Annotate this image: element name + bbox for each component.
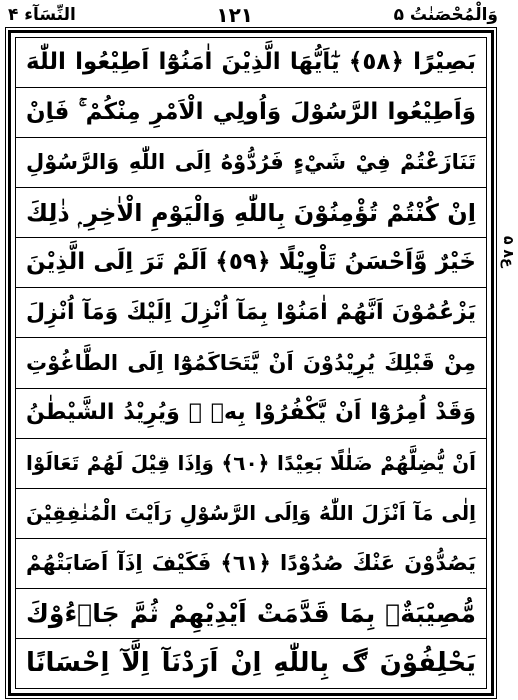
text-line [16, 338, 486, 388]
text-line [16, 38, 486, 88]
text-line [16, 138, 486, 188]
text-line [16, 88, 486, 138]
page-number: ١٢١ [216, 3, 254, 27]
line-text: اِنْ كُنْتُمْ تُؤْمِنُوْنَ بِاللّٰهِ وَالْيَوْمِ الْاٰخِرِ ۭ ذٰلِكَ [26, 198, 476, 227]
line-text: مُّصِيْبَةٌۢ بِمَا قَدَّمَتْ اَيْدِيْهِمْ ثُمَّ جَاۗءُوْكَ [26, 598, 476, 628]
line-text: خَيْرٌ وَّاَحْسَنُ تَاْوِيْلًا ﴿٥٩﴾ اَلَمْ تَرَ اِلَى الَّذِيْنَ [26, 249, 476, 276]
line-text: وَاَطِيْعُوا الرَّسُوْلَ وَاُولِي الْاَمْرِ مِنْكُمْ ۚ فَاِنْ [26, 99, 476, 126]
surah-name: النِّسَآء ۴ [8, 5, 76, 25]
text-line [16, 389, 486, 439]
line-text: مِنْ قَبْلِكَ يُرِيْدُوْنَ اَنْ يَّتَحَاكَمُوْٓا اِلَى الطَّاغُوْتِ [26, 350, 476, 375]
line-text: وَقَدْ اُمِرُوْٓا اَنْ يَّكْفُرُوْا بِهٖ ۭ وَيُرِيْدُ الشَّيْطٰنُ [26, 400, 476, 426]
line-text: يَزْعُمُوْنَ اَنَّهُمْ اٰمَنُوْا بِمَآ اُنْزِلَ اِلَيْكَ وَمَآ اُنْزِلَ [26, 299, 476, 325]
page-header [8, 0, 498, 30]
text-line [16, 288, 486, 338]
juz-name: وَالْمُحْصَنٰتُ ۵ [393, 5, 498, 25]
line-text: يَحْلِفُوْنَ ڰ بِاللّٰهِ اِنْ اَرَدْنَآ اِلَّآ اِحْسَانًا [26, 648, 476, 679]
line-text: اَنْ يُّضِلَّهُمْ ضَلٰلًا بَعِيْدًا ﴿٦٠﴾ وَاِذَا قِيْلَ لَهُمْ تَعَالَوْا [26, 451, 476, 476]
text-line [16, 639, 486, 688]
line-text: تَنَازَعْتُمْ فِيْ شَيْءٍ فَرُدُّوْهُ اِلَى اللّٰهِ وَالرَّسُوْلِ [26, 150, 476, 175]
text-line [16, 589, 486, 639]
text-line [16, 238, 486, 288]
text-line [16, 539, 486, 589]
line-text: يَصُدُّوْنَ عَنْكَ صُدُوْدًا ﴿٦١﴾ فَكَيْفَ اِذَآ اَصَابَتْهُمْ [26, 550, 476, 575]
line-text: اِلٰى مَآ اَنْزَلَ اللّٰهُ وَاِلَى الرَّسُوْلِ رَاَيْتَ الْمُنٰفِقِيْنَ [26, 501, 476, 526]
line-text: بَصِيْرًا ﴿٥٨﴾ يٰٓاَيُّهَا الَّذِيْنَ اٰمَنُوْٓا اَطِيْعُوا اللّٰهَ [26, 49, 476, 76]
text-block [15, 37, 487, 689]
ruku-marker: ع۸ ۵ [500, 236, 516, 268]
text-line [16, 439, 486, 489]
text-line [16, 489, 486, 539]
page-frame [8, 30, 494, 696]
text-line [16, 188, 486, 238]
